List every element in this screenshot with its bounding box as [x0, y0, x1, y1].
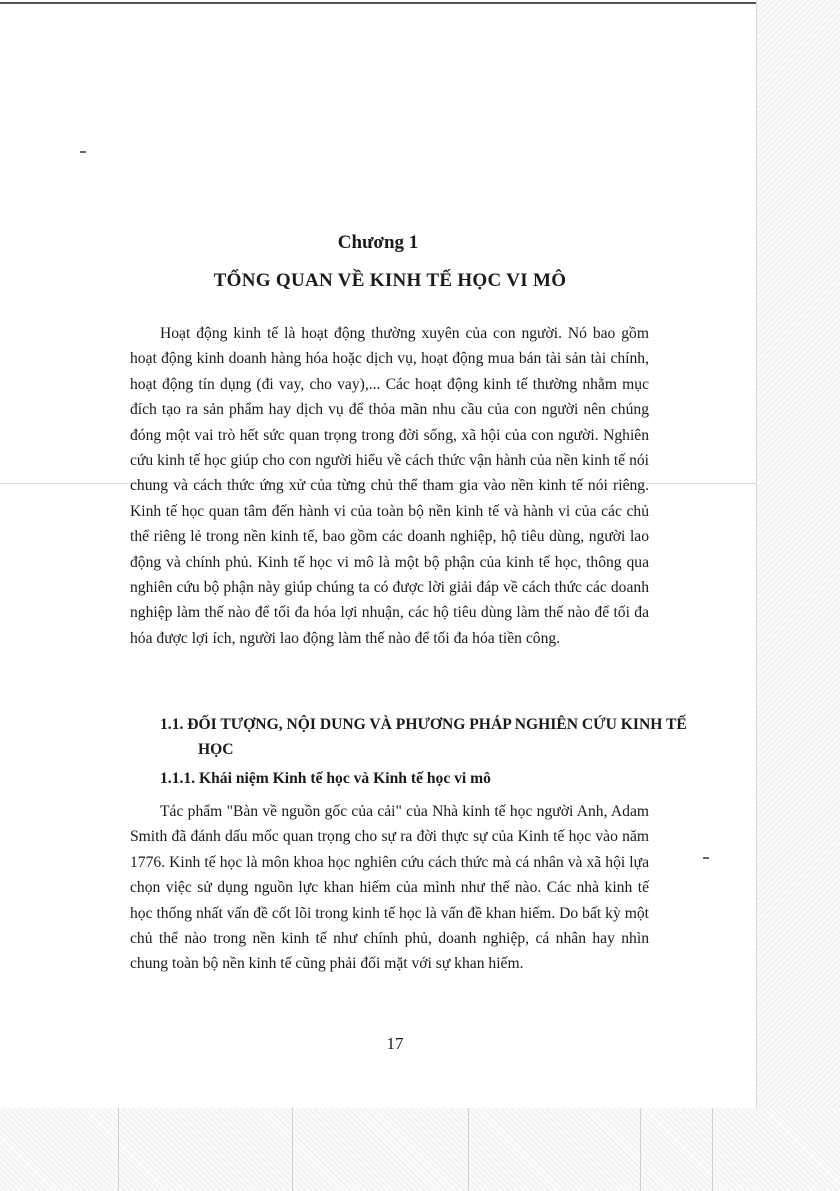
- scan-artifact: [292, 1108, 293, 1191]
- section-heading: 1.1. ĐỐI TƯỢNG, NỘI DUNG VÀ PHƯƠNG PHÁP NGHIÊN CỨU KINH TẾ HỌC: [160, 716, 687, 759]
- subsection-paragraph: Tác phẩm "Bàn về nguồn gốc của cải" của Nhà kinh tế học người Anh, Adam Smith đã đánh dấu mốc quan trọng cho sự ra đời thực sự của Kinh tế học vào năm 1776. Kinh tế học là môn khoa học nghiên cứu cách thức mà cá nhân và xã hội lựa chọn việc sử dụng nguồn lực khan hiếm của mình như thế nào. Các nhà kinh tế học thống nhất vấn đề cốt lõi trong kinh tế học là vấn đề khan hiếm. Do bất kỳ một chủ thể nào trong nền kinh tế như chính phủ, doanh nghiệp, cá nhân hay nhìn chung toàn bộ nền kinh tế cũng phải đối mặt với sự khan hiếm.: [130, 803, 649, 973]
- scan-artifact: [118, 1108, 119, 1191]
- scan-right-margin: [756, 0, 840, 1191]
- scan-artifact: [468, 1108, 469, 1191]
- scan-artifact: [712, 1108, 713, 1191]
- subsection-heading: 1.1.1. Khái niệm Kinh tế học và Kinh tế học vi mô: [160, 770, 491, 787]
- chapter-label: Chương 1: [337, 232, 419, 253]
- scan-bottom-margin: [0, 1108, 840, 1191]
- page-number: 17: [386, 1034, 404, 1053]
- scan-artifact: [640, 1108, 641, 1191]
- chapter-title: TỔNG QUAN VỀ KINH TẾ HỌC VI MÔ: [213, 270, 567, 291]
- intro-paragraph: Hoạt động kinh tế là hoạt động thường xuyên của con người. Nó bao gồm hoạt động kinh doanh hàng hóa hoặc dịch vụ, hoạt động mua bán tài sản tài chính, hoạt động tín dụng (đi vay, cho vay),... Các hoạt động kinh tế thường nhằm mục đích tạo ra sản phẩm hay dịch vụ để thỏa mãn nhu cầu của con người nên chúng đóng một vai trò hết sức quan trọng trong đời sống, xã hội của con người. Nghiên cứu kinh tế học giúp cho con người hiểu về cách thức vận hành của nền kinh tế nói chung và cách thức ứng xử của từng chủ thể tham gia vào nền kinh tế nói riêng. Kinh tế học quan tâm đến hành vi của toàn bộ nền kinh tế và hành vi của các chủ thể riêng lẻ trong nền kinh tế, bao gồm các doanh nghiệp, hộ tiêu dùng, người lao động và chính phủ. Kinh tế học vi mô là một bộ phận của kinh tế học, thông qua nghiên cứu bộ phận này giúp chúng ta có được lời giải đáp về cách thức các doanh nghiệp làm thế nào để tối đa hóa lợi nhuận, các hộ tiêu dùng làm thế nào để tối đa hóa được lợi ích, người lao động làm thế nào để tối đa hóa tiền công.: [130, 325, 649, 647]
